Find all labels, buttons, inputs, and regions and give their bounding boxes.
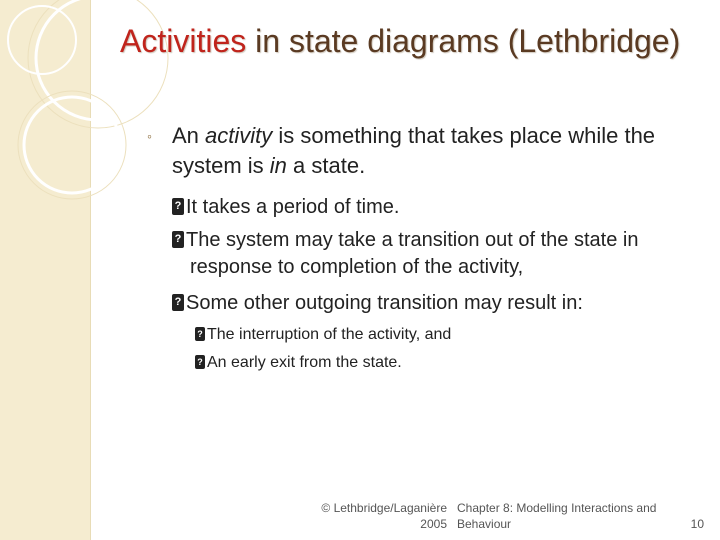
sub-bullet-outgoing [172, 290, 692, 317]
footer-copyright-line1: © Lethbridge/Laganière [321, 501, 447, 515]
title-accent-word: Activities [120, 23, 247, 59]
bullet-activity-definition [147, 121, 687, 181]
missing-glyph-icon [195, 355, 205, 369]
missing-glyph-icon [172, 294, 184, 311]
sub-bullet-text: It takes a period of time. [186, 196, 400, 218]
footer-copyright [300, 500, 447, 532]
sub-bullet-transition [172, 227, 692, 281]
title-rest: in state diagrams (Lethbridge) [246, 23, 681, 59]
footer-chapter-line2: Behaviour [457, 517, 512, 531]
slide-title [120, 22, 680, 60]
page-number: 10 [690, 517, 704, 531]
sub-bullet-text: Some other outgoing transition may result in: [186, 292, 583, 314]
bullet1-text-a: An [172, 123, 206, 148]
bullet1-text-b: is something that takes place while the system is [172, 123, 656, 178]
missing-glyph-icon [172, 198, 184, 215]
sub-bullet-period [172, 194, 692, 221]
bullet1-text-c: a state. [286, 153, 366, 178]
sub-sub-bullet-early-exit [195, 352, 675, 374]
footer-chapter-line1: Chapter 8: Modelling Interactions and [457, 501, 657, 515]
sub-sub-bullet-text: An early exit from the state. [207, 354, 402, 371]
bullet1-em-activity: activity [205, 123, 273, 148]
sub-sub-bullet-text: The interruption of the activity, and [207, 326, 452, 343]
sub-bullet-text: The system may take a transition out of the state in response to completion of the activity, [186, 229, 639, 278]
footer-chapter [457, 500, 677, 532]
sub-sub-bullet-interruption [195, 324, 675, 346]
footer-copyright-line2: 2005 [420, 517, 447, 531]
circle-bullet-icon: ◦ [147, 128, 152, 144]
bullet1-em-in: in [269, 153, 287, 178]
missing-glyph-icon [195, 327, 205, 341]
missing-glyph-icon [172, 231, 184, 248]
